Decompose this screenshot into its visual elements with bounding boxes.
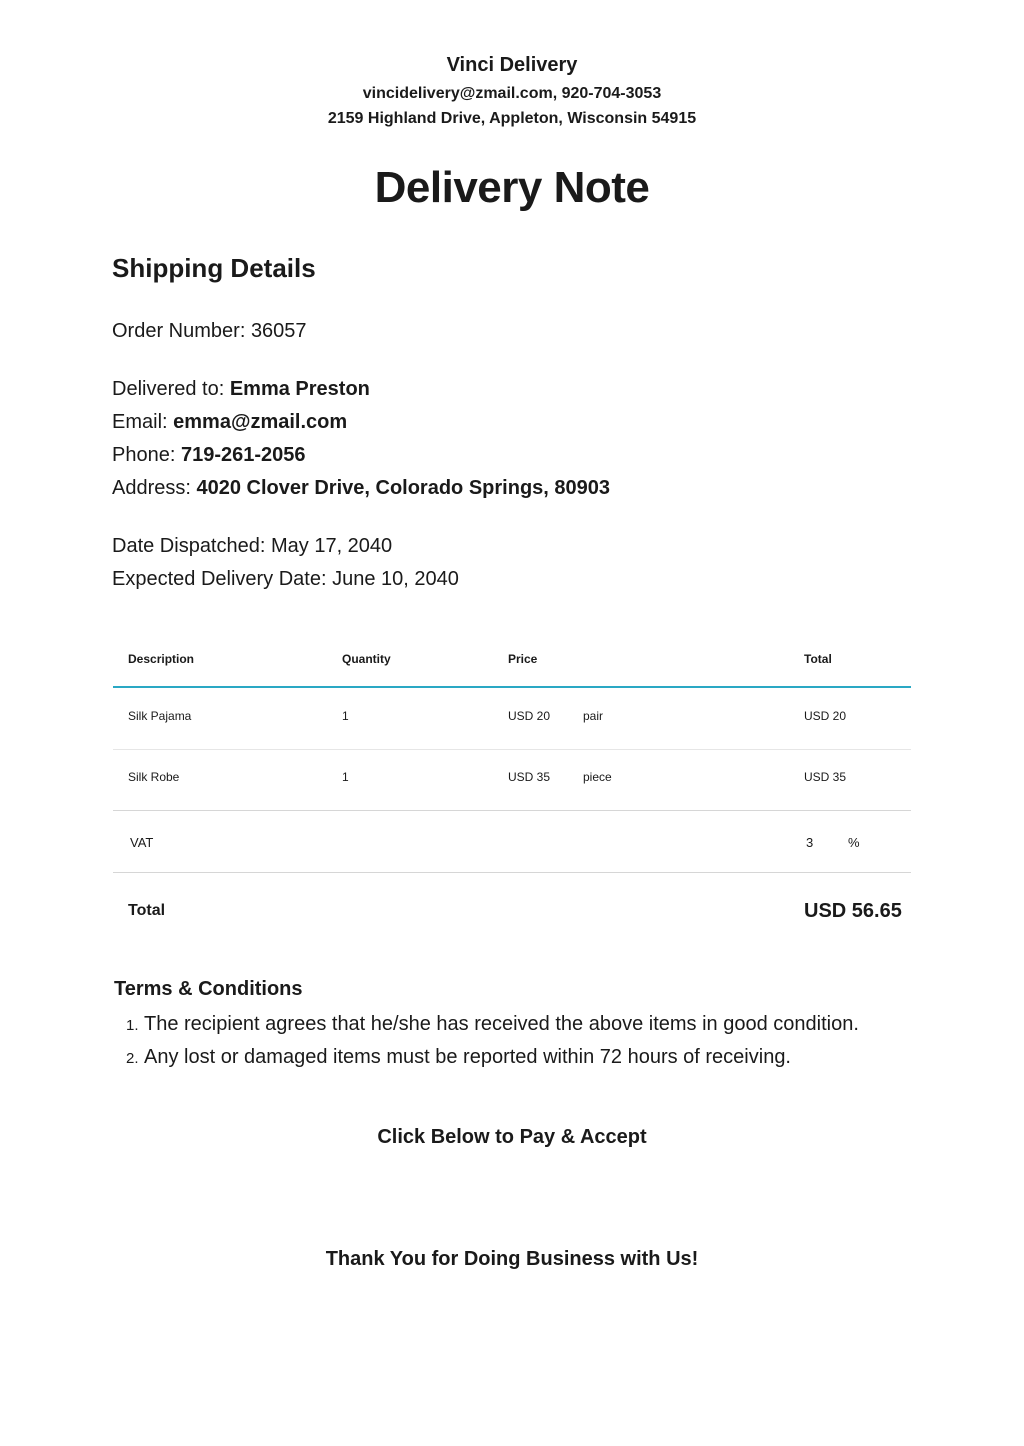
address-label: Address: [112, 477, 191, 499]
email-label: Email: [112, 411, 168, 433]
term-text: Any lost or damaged items must be reported within 72 hours of receiving. [144, 1046, 791, 1068]
column-header-price: Price [508, 652, 538, 666]
expected-delivery-value: June 10, 2040 [332, 568, 459, 590]
recipient-email: emma@zmail.com [173, 411, 348, 433]
email-line [112, 411, 347, 434]
row-quantity: 1 [342, 770, 349, 784]
delivered-to-label: Delivered to: [112, 378, 225, 400]
grand-total-label: Total [128, 902, 166, 919]
row-quantity: 1 [342, 709, 349, 723]
row-price: USD 20 [508, 709, 551, 723]
company-address: 2159 Highland Drive, Appleton, Wisconsin 54915 [327, 110, 697, 127]
shipping-details-heading: Shipping Details [112, 253, 316, 283]
row-price: USD 35 [508, 770, 551, 784]
thank-you-message: Thank You for Doing Business with Us! [325, 1248, 699, 1270]
recipient-address: 4020 Clover Drive, Colorado Springs, 80903 [196, 477, 611, 499]
phone-label: Phone: [112, 444, 176, 466]
table-row [113, 688, 911, 750]
company-contact: vincidelivery@zmail.com, 920-704-3053 [362, 85, 662, 102]
expected-delivery-line [112, 568, 459, 591]
company-name: Vinci Delivery [446, 54, 578, 76]
recipient-phone: 719-261-2056 [180, 444, 306, 466]
vat-value: 3 [806, 835, 814, 850]
list-item [126, 1043, 859, 1076]
row-description: Silk Pajama [128, 709, 192, 723]
vat-label: VAT [130, 835, 154, 850]
term-text: The recipient agrees that he/she has received the above items in good condition. [144, 1013, 859, 1035]
row-total: USD 20 [804, 709, 847, 723]
column-header-total: Total [804, 652, 832, 666]
term-number: 2. [126, 1050, 139, 1067]
order-number-line [112, 320, 307, 343]
date-dispatched-line [112, 535, 392, 558]
vat-row [113, 810, 911, 873]
term-number: 1. [126, 1017, 139, 1034]
list-item [126, 1010, 859, 1043]
address-line [112, 477, 610, 500]
row-description: Silk Robe [128, 770, 180, 784]
date-dispatched-value: May 17, 2040 [270, 535, 393, 557]
column-header-quantity: Quantity [342, 652, 391, 666]
expected-delivery-label: Expected Delivery Date: [112, 568, 327, 590]
row-unit: piece [583, 770, 612, 784]
grand-total-value: USD 56.65 [804, 900, 902, 922]
row-total: USD 35 [804, 770, 847, 784]
vat-unit: % [848, 835, 860, 850]
document-title: Delivery Note [374, 163, 650, 212]
terms-heading: Terms & Conditions [114, 978, 303, 1000]
row-unit: pair [583, 709, 604, 723]
date-dispatched-label: Date Dispatched: [112, 535, 266, 557]
terms-list [126, 1010, 859, 1076]
order-number-value: 36057 [250, 320, 307, 342]
column-header-description: Description [128, 652, 195, 666]
table-row [113, 749, 911, 810]
table-header [113, 640, 911, 688]
order-number-label: Order Number: [112, 320, 246, 342]
recipient-name: Emma Preston [229, 378, 370, 400]
delivered-to-line [112, 378, 370, 401]
phone-line [112, 444, 306, 467]
pay-accept-prompt: Click Below to Pay & Accept [377, 1126, 647, 1148]
